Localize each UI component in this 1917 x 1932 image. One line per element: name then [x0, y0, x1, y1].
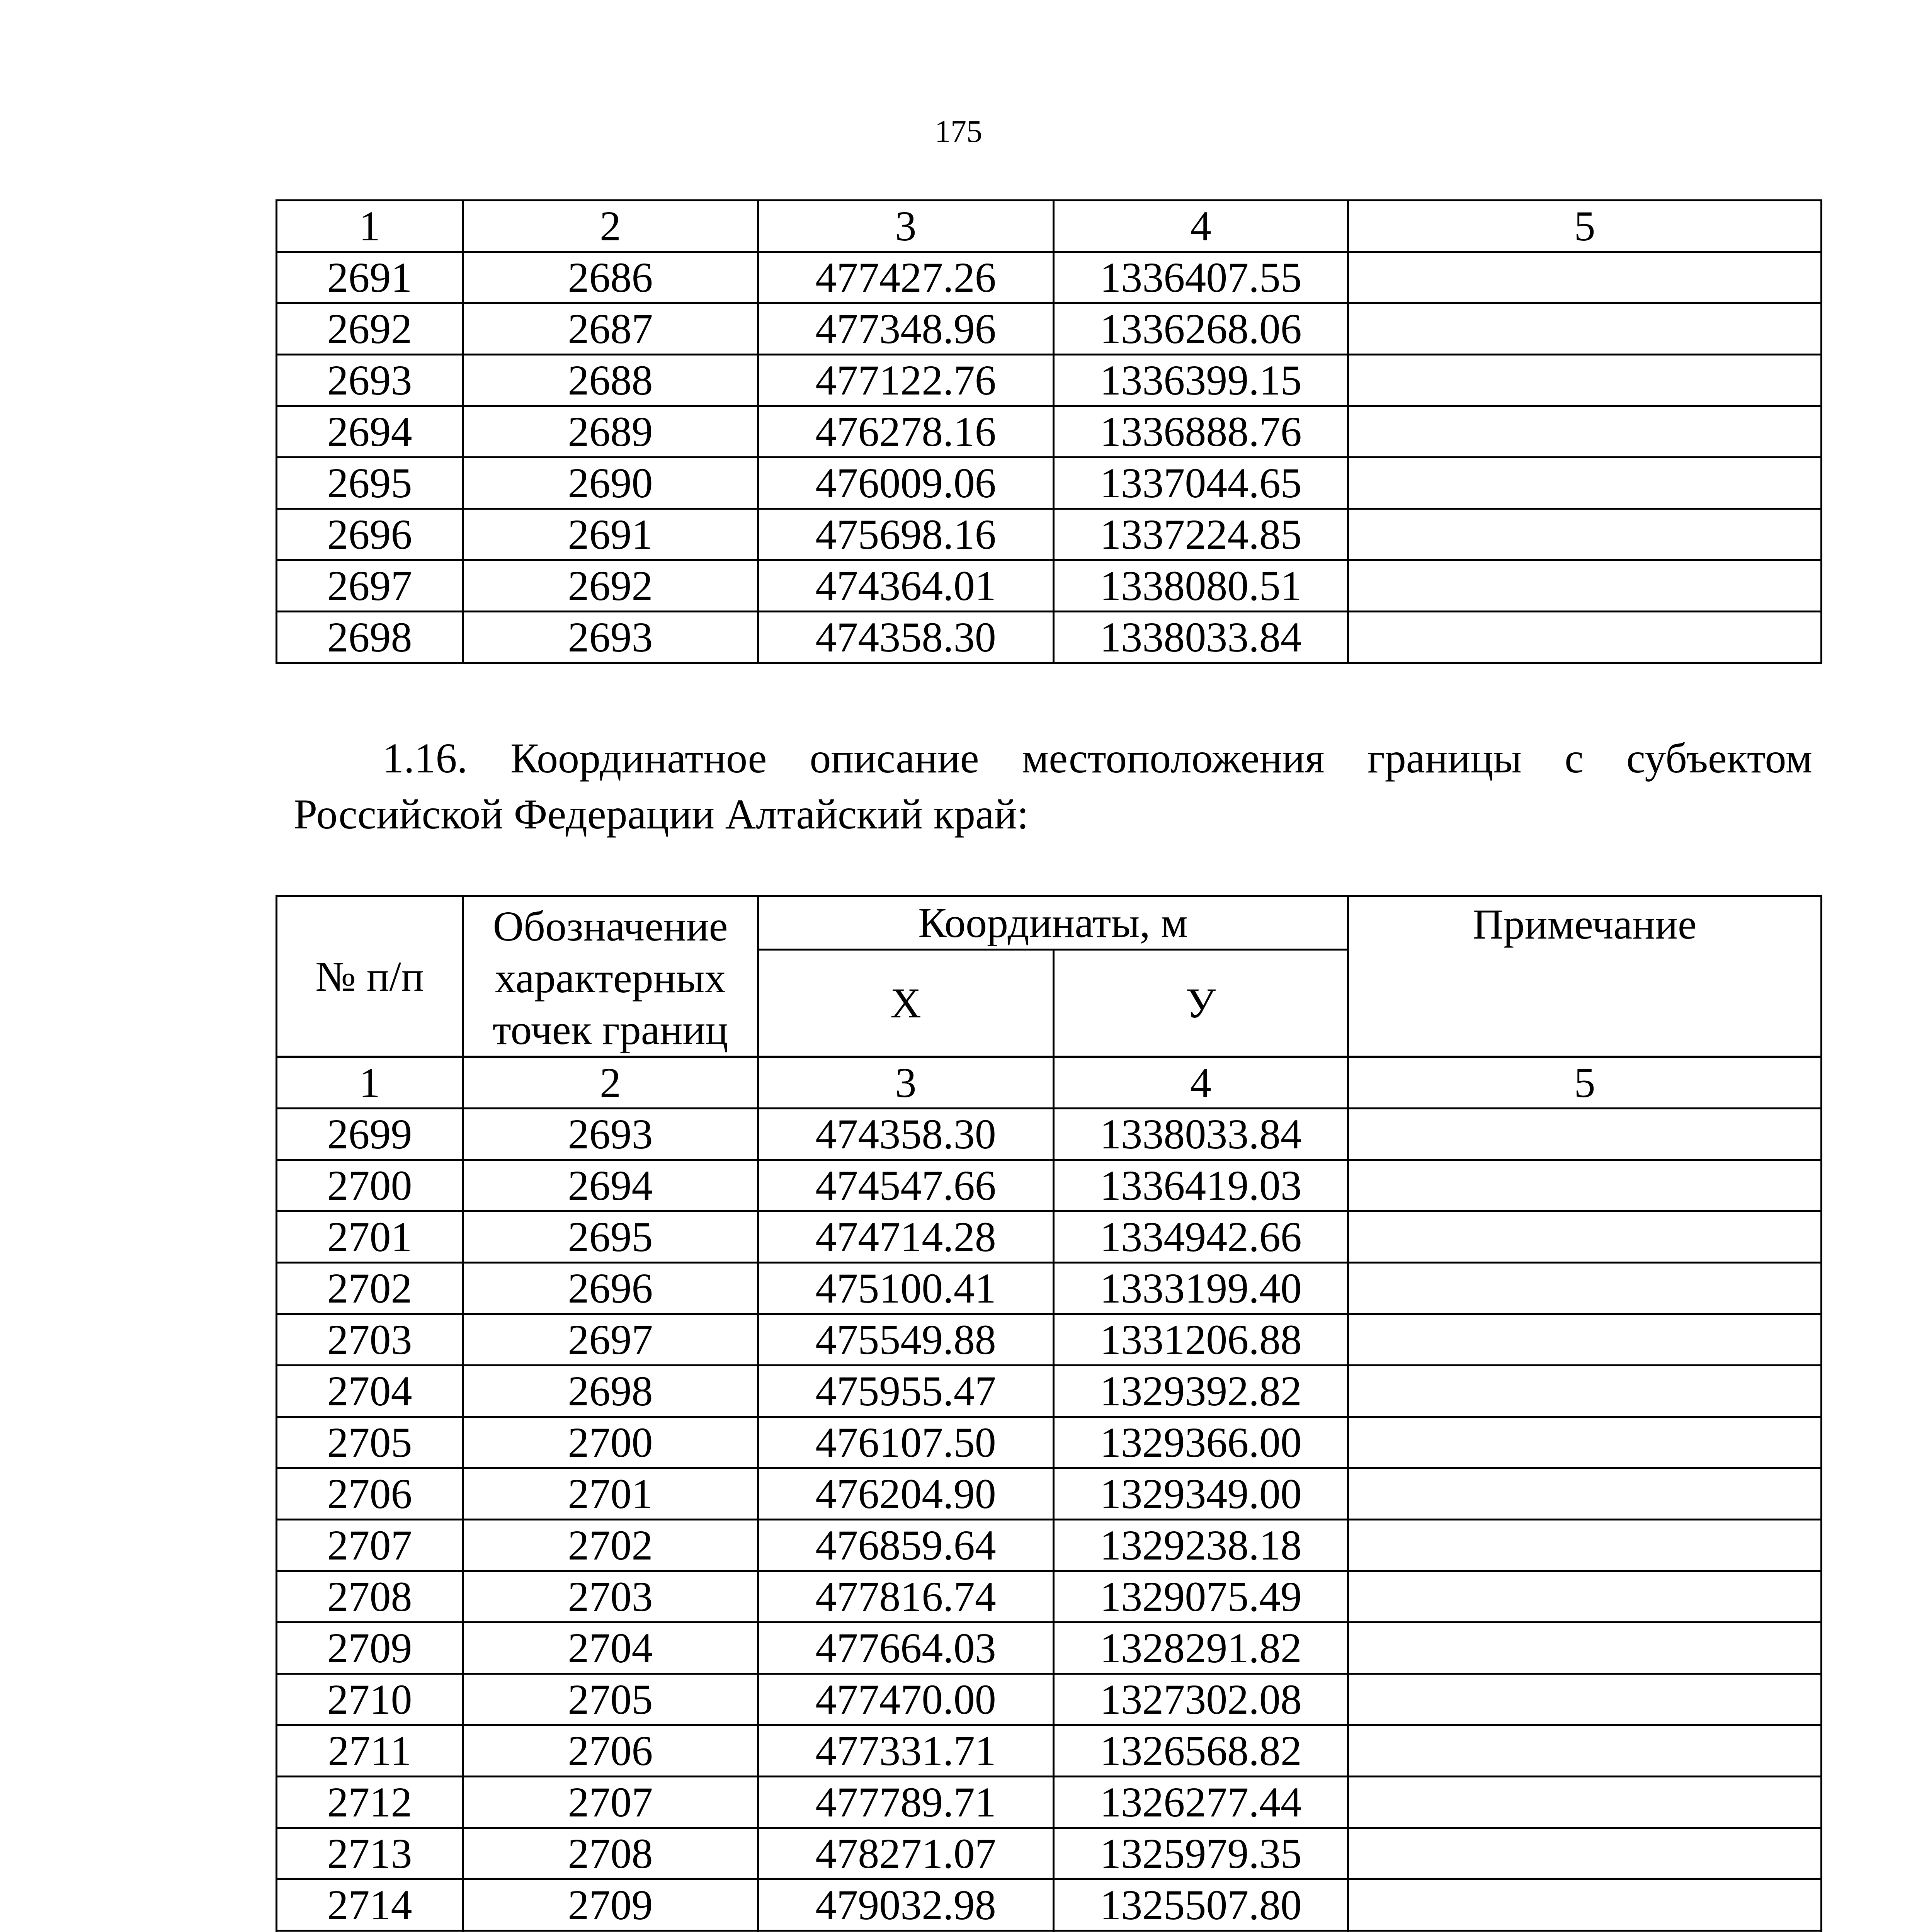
- table-cell: 2701: [277, 1211, 463, 1263]
- header-designation-line: Обозначение: [493, 903, 728, 950]
- column-number-cell: 2: [463, 201, 758, 252]
- table-cell: 2697: [463, 1314, 758, 1366]
- page-number: 175: [935, 114, 982, 149]
- table-row: [277, 1109, 1822, 1160]
- table-cell: 1337044.65: [1054, 457, 1348, 509]
- table-cell: 2705: [277, 1417, 463, 1468]
- table-cell: 1336419.03: [1054, 1160, 1348, 1211]
- header-coordinates: Координаты, м: [758, 896, 1348, 950]
- table-cell: 1336268.06: [1054, 303, 1348, 355]
- table-cell: 474358.30: [758, 1109, 1054, 1160]
- table-cell: 1336888.76: [1054, 406, 1348, 457]
- table-cell: 1337224.85: [1054, 509, 1348, 560]
- table-cell: 2693: [463, 612, 758, 663]
- table-cell: 477427.26: [758, 252, 1054, 303]
- table-cell: 2708: [463, 1828, 758, 1879]
- table-cell: 2696: [463, 1263, 758, 1314]
- table-cell: 475549.88: [758, 1314, 1054, 1366]
- table-row: [277, 1622, 1822, 1674]
- table-cell: 2703: [277, 1314, 463, 1366]
- column-number-row: [277, 201, 1822, 252]
- table-body: [277, 201, 1822, 663]
- table-cell: [1348, 1468, 1822, 1520]
- table-cell: [1348, 1674, 1822, 1725]
- table-row: [277, 406, 1822, 457]
- column-number-cell: 4: [1054, 1057, 1348, 1109]
- table-cell: 477331.71: [758, 1725, 1054, 1777]
- table-cell: 479032.98: [758, 1879, 1054, 1931]
- coordinates-table: [276, 1056, 1822, 1932]
- table-cell: 2695: [463, 1211, 758, 1263]
- table-cell: 2709: [277, 1622, 463, 1674]
- table-cell: [1348, 1931, 1822, 1932]
- table-cell: 1336399.15: [1054, 355, 1348, 406]
- table-row: [277, 1160, 1822, 1211]
- table-cell: [1348, 612, 1822, 663]
- table-row: [277, 1263, 1822, 1314]
- table-cell: [1054, 1931, 1348, 1932]
- table-row: [277, 1314, 1822, 1366]
- table-cell: 2695: [277, 457, 463, 509]
- table-cell: [1348, 1417, 1822, 1468]
- table-cell: [1348, 1520, 1822, 1571]
- table-row: [277, 1777, 1822, 1828]
- column-number-cell: 3: [758, 1057, 1054, 1109]
- column-number-cell: 1: [277, 201, 463, 252]
- table-cell: [1348, 355, 1822, 406]
- table-cell: 2704: [277, 1366, 463, 1417]
- table-cell: [1348, 1725, 1822, 1777]
- table-row: [277, 1674, 1822, 1725]
- table-row: [277, 1520, 1822, 1571]
- table-cell: 474714.28: [758, 1211, 1054, 1263]
- table-cell: 476204.90: [758, 1468, 1054, 1520]
- table-cell: 475698.16: [758, 509, 1054, 560]
- table-cell: 476009.06: [758, 457, 1054, 509]
- table-cell: [1348, 1211, 1822, 1263]
- table-row: [277, 252, 1822, 303]
- table-cell: 1326277.44: [1054, 1777, 1348, 1828]
- table-cell: 1325507.80: [1054, 1879, 1348, 1931]
- table-cell: 1329392.82: [1054, 1366, 1348, 1417]
- table-cell: 1338033.84: [1054, 1109, 1348, 1160]
- table-cell: [1348, 406, 1822, 457]
- table-cell: [1348, 1109, 1822, 1160]
- table-cell: 1338033.84: [1054, 612, 1348, 663]
- table-cell: 474364.01: [758, 560, 1054, 612]
- table-cell: 2689: [463, 406, 758, 457]
- header-num: № п/п: [277, 896, 463, 1057]
- table-cell: 2692: [277, 303, 463, 355]
- table-cell: 2697: [277, 560, 463, 612]
- table-cell: [1348, 1314, 1822, 1366]
- table-cell: 477470.00: [758, 1674, 1054, 1725]
- table-row: [277, 1571, 1822, 1622]
- table-cell: 1329366.00: [1054, 1417, 1348, 1468]
- table-cell: 1333199.40: [1054, 1263, 1348, 1314]
- table-cell: [1348, 1777, 1822, 1828]
- header-designation: [463, 896, 758, 1057]
- table-cell: 1334942.66: [1054, 1211, 1348, 1263]
- table-row: [277, 1828, 1822, 1879]
- table-row: [277, 355, 1822, 406]
- table-cell: [1348, 1263, 1822, 1314]
- table-cell: 475100.41: [758, 1263, 1054, 1314]
- table-cell: [277, 1931, 463, 1932]
- table-row: [277, 612, 1822, 663]
- table-cell: 2712: [277, 1777, 463, 1828]
- header-note: Примечание: [1348, 896, 1822, 1057]
- table-cell: 2693: [463, 1109, 758, 1160]
- table-row: [277, 1931, 1822, 1932]
- table-cell: 475955.47: [758, 1366, 1054, 1417]
- table-cell: 1326568.82: [1054, 1725, 1348, 1777]
- table-row: [277, 457, 1822, 509]
- table-cell: 1327302.08: [1054, 1674, 1348, 1725]
- table-row: [277, 1366, 1822, 1417]
- table-cell: [1348, 1622, 1822, 1674]
- table-cell: 1328291.82: [1054, 1622, 1348, 1674]
- table-cell: 1331206.88: [1054, 1314, 1348, 1366]
- table-cell: 2711: [277, 1725, 463, 1777]
- table-cell: [1348, 1160, 1822, 1211]
- table-cell: [463, 1931, 758, 1932]
- table-cell: 2694: [277, 406, 463, 457]
- table-cell: 2703: [463, 1571, 758, 1622]
- table-cell: 2706: [463, 1725, 758, 1777]
- table-cell: 2698: [463, 1366, 758, 1417]
- table-cell: 477348.96: [758, 303, 1054, 355]
- table-cell: 2713: [277, 1828, 463, 1879]
- table-cell: 2707: [463, 1777, 758, 1828]
- table-cell: 2706: [277, 1468, 463, 1520]
- table-cell: 1336407.55: [1054, 252, 1348, 303]
- table-cell: 2692: [463, 560, 758, 612]
- table-cell: 2709: [463, 1879, 758, 1931]
- table-cell: 2694: [463, 1160, 758, 1211]
- table-cell: [1348, 457, 1822, 509]
- table-cell: [1348, 1879, 1822, 1931]
- header-designation-line: характерных: [495, 954, 726, 1002]
- table-row: [277, 1879, 1822, 1931]
- table-cell: 2708: [277, 1571, 463, 1622]
- table-cell: 2688: [463, 355, 758, 406]
- table-cell: 2704: [463, 1622, 758, 1674]
- table-cell: 2714: [277, 1879, 463, 1931]
- table-row: [277, 1211, 1822, 1263]
- table-cell: 1329349.00: [1054, 1468, 1348, 1520]
- table-cell: 1329238.18: [1054, 1520, 1348, 1571]
- table-cell: [1348, 1828, 1822, 1879]
- table-cell: 2705: [463, 1674, 758, 1725]
- column-number-cell: 3: [758, 201, 1054, 252]
- table-cell: 2691: [277, 252, 463, 303]
- table-cell: [1348, 1366, 1822, 1417]
- column-number-cell: 1: [277, 1057, 463, 1109]
- coordinates-table-header: [276, 895, 1822, 1058]
- table-cell: 477816.74: [758, 1571, 1054, 1622]
- table-cell: 2696: [277, 509, 463, 560]
- section-heading-line: Российской Федерации Алтайский край:: [294, 791, 1029, 838]
- section-heading-paragraph: [294, 730, 1812, 842]
- table-row: [277, 303, 1822, 355]
- table-cell: 2693: [277, 355, 463, 406]
- table-cell: 2698: [277, 612, 463, 663]
- column-number-cell: 4: [1054, 201, 1348, 252]
- table-cell: [1348, 509, 1822, 560]
- table-cell: 2702: [277, 1263, 463, 1314]
- table-cell: 2710: [277, 1674, 463, 1725]
- table-cell: 2701: [463, 1468, 758, 1520]
- table-body: [277, 1057, 1822, 1932]
- table-cell: 477122.76: [758, 355, 1054, 406]
- table-cell: 1325979.35: [1054, 1828, 1348, 1879]
- section-heading-line: 1.16. Координатное описание местоположения границы с субъектом: [383, 735, 1812, 782]
- table-cell: [758, 1931, 1054, 1932]
- table-cell: 2691: [463, 509, 758, 560]
- table-row: [277, 1417, 1822, 1468]
- column-number-cell: 2: [463, 1057, 758, 1109]
- table-cell: 476859.64: [758, 1520, 1054, 1571]
- column-number-cell: 5: [1348, 201, 1822, 252]
- table-cell: 2700: [463, 1417, 758, 1468]
- table-cell: 2686: [463, 252, 758, 303]
- coordinates-table-continued: [276, 199, 1822, 664]
- header-x: Х: [758, 949, 1054, 1056]
- table-cell: 477664.03: [758, 1622, 1054, 1674]
- table-cell: 476107.50: [758, 1417, 1054, 1468]
- table-cell: [1348, 1571, 1822, 1622]
- table-cell: 2690: [463, 457, 758, 509]
- table-row: [277, 1468, 1822, 1520]
- table-row: [277, 509, 1822, 560]
- table-cell: 2699: [277, 1109, 463, 1160]
- table-cell: 476278.16: [758, 406, 1054, 457]
- header-y: У: [1054, 949, 1348, 1056]
- column-number-cell: 5: [1348, 1057, 1822, 1109]
- table-cell: [1348, 560, 1822, 612]
- table-cell: 2707: [277, 1520, 463, 1571]
- table-cell: 478271.07: [758, 1828, 1054, 1879]
- table-cell: [1348, 303, 1822, 355]
- table-cell: 2702: [463, 1520, 758, 1571]
- table-cell: 1338080.51: [1054, 560, 1348, 612]
- table-row: [277, 1725, 1822, 1777]
- table-cell: [1348, 252, 1822, 303]
- column-number-row: [277, 1057, 1822, 1109]
- table-row: [277, 560, 1822, 612]
- header-designation-line: точек границ: [492, 1006, 728, 1053]
- table-cell: 474358.30: [758, 612, 1054, 663]
- table-cell: 2700: [277, 1160, 463, 1211]
- table-cell: 1329075.49: [1054, 1571, 1348, 1622]
- table-cell: 477789.71: [758, 1777, 1054, 1828]
- table-cell: 2687: [463, 303, 758, 355]
- table-cell: 474547.66: [758, 1160, 1054, 1211]
